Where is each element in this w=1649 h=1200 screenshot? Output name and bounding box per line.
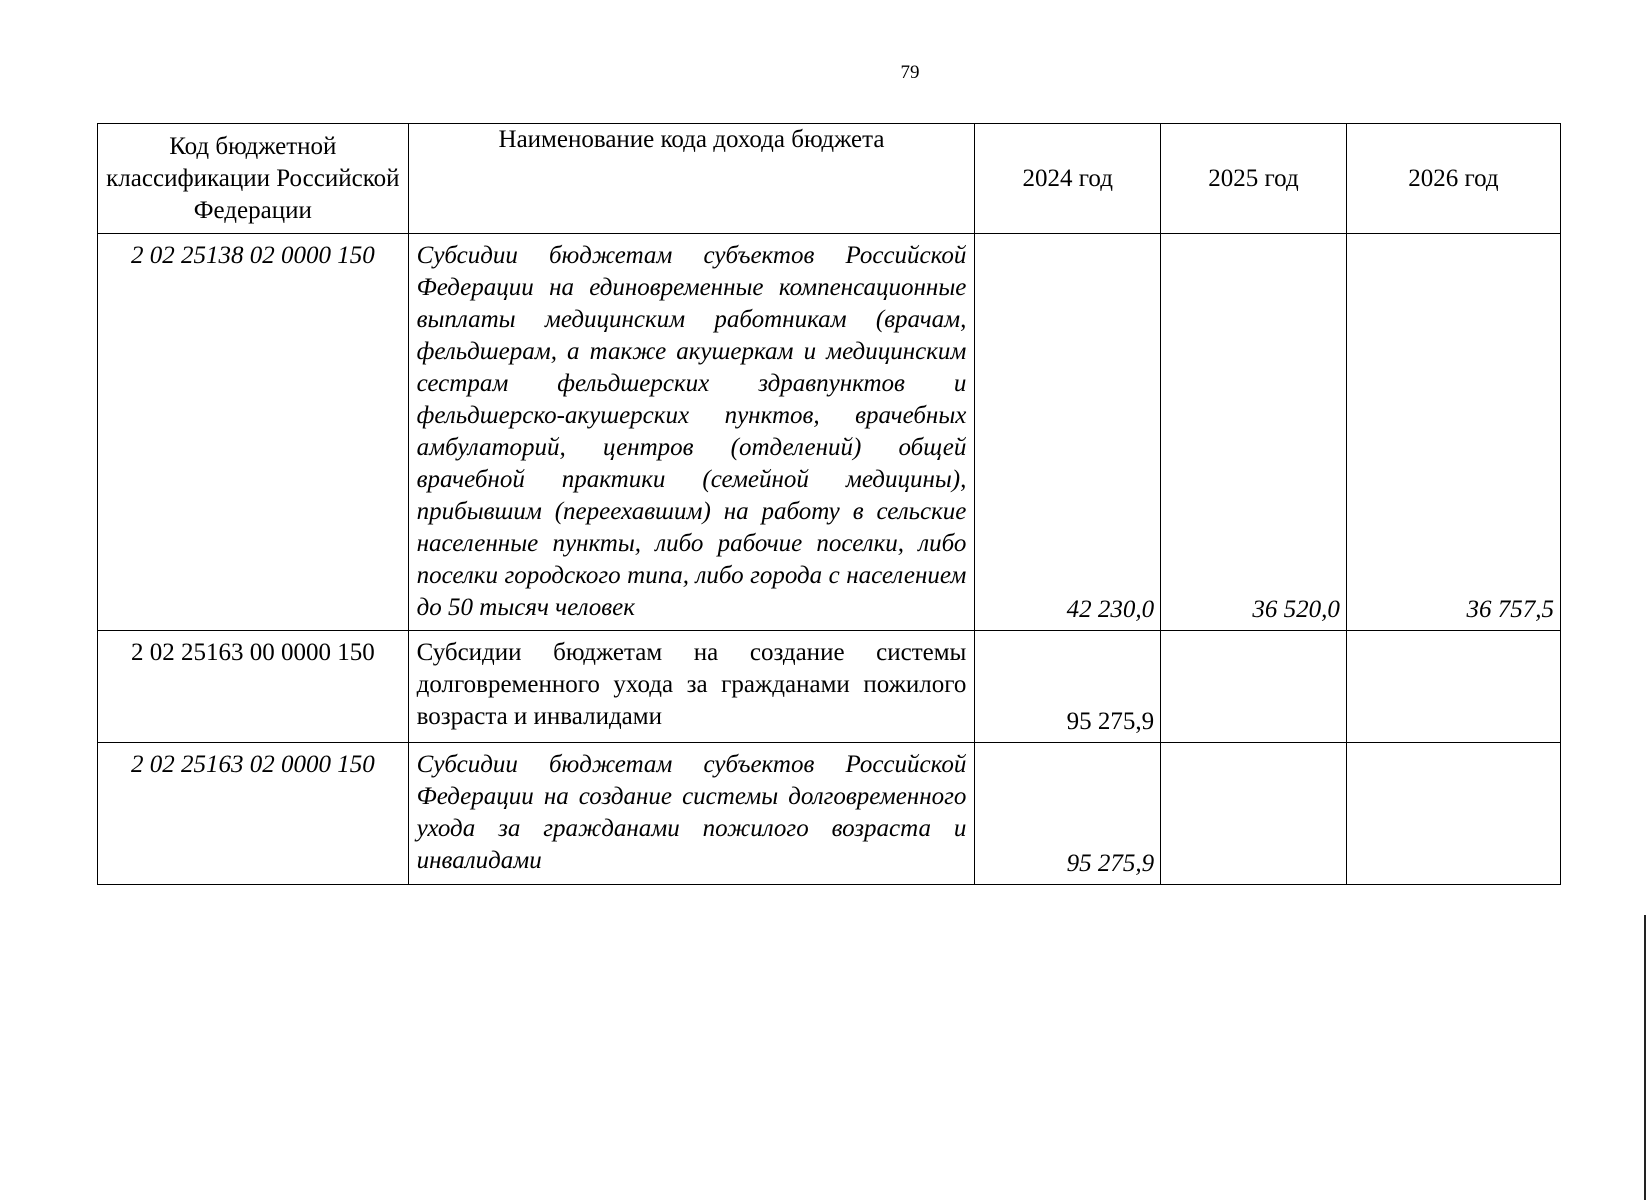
row-name: Субсидии бюджетам субъектов Российской Федерации на единовременные компенсационные выплаты медицинским работникам (врачам, фельдшерам, а также акушеркам и медицинским сестрам фельдшерских здравпунктов и фельдшерско-акушерских пунктов, врачебных амбулаторий, центров (отделений) общей врачебной практики (семейной медицины), прибывшим (переехавшим) на работу в сельские населенные пункты, либо рабочие поселки, либо поселки городского типа, либо города с населением до 50 тысяч человек xyxy=(408,234,975,631)
header-2025: 2025 год xyxy=(1161,124,1347,234)
row-amount-2025: 36 520,0 xyxy=(1161,234,1347,631)
header-2024: 2024 год xyxy=(975,124,1161,234)
row-name: Субсидии бюджетам субъектов Российской Федерации на создание системы долговременного ухода за гражданами пожилого возраста и инвалидами xyxy=(408,743,975,885)
row-amount-2024: 42 230,0 xyxy=(975,234,1161,631)
header-code: Код бюджетной классификации Российской Федерации xyxy=(98,124,409,234)
header-name: Наименование кода дохода бюджета xyxy=(408,124,975,234)
row-code: 2 02 25163 02 0000 150 xyxy=(98,743,409,885)
row-amount-2026 xyxy=(1346,631,1560,743)
scan-edge-line xyxy=(1644,915,1646,1200)
header-2026: 2026 год xyxy=(1346,124,1560,234)
table-row xyxy=(98,631,1561,743)
page-number: 79 xyxy=(900,62,920,83)
row-amount-2026: 36 757,5 xyxy=(1346,234,1560,631)
row-name: Субсидии бюджетам на создание системы долговременного ухода за гражданами пожилого возраста и инвалидами xyxy=(408,631,975,743)
row-amount-2024: 95 275,9 xyxy=(975,631,1161,743)
row-code: 2 02 25163 00 0000 150 xyxy=(98,631,409,743)
table-row xyxy=(98,234,1561,631)
row-amount-2025 xyxy=(1161,631,1347,743)
row-amount-2024: 95 275,9 xyxy=(975,743,1161,885)
table-header-row xyxy=(98,124,1561,234)
table-row xyxy=(98,743,1561,885)
row-code: 2 02 25138 02 0000 150 xyxy=(98,234,409,631)
budget-income-table xyxy=(97,123,1561,885)
row-amount-2026 xyxy=(1346,743,1560,885)
row-amount-2025 xyxy=(1161,743,1347,885)
